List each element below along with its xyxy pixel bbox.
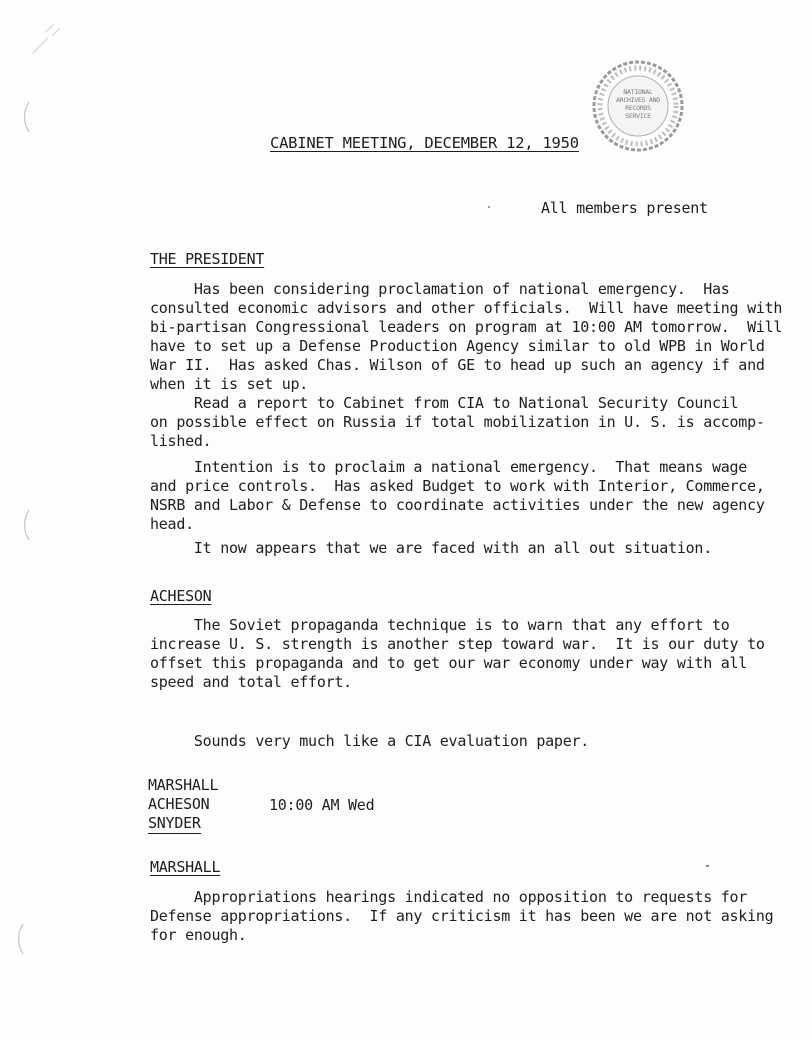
text-line: consulted economic advisors and other officials. Will have meeting with (150, 299, 783, 317)
text-line: offset this propaganda and to get our war economy under way with all (150, 654, 748, 672)
text-line: on possible effect on Russia if total mobilization in U. S. is accomp- (150, 413, 765, 431)
text-line: War II. Has asked Chas. Wilson of GE to head up such an agency if and (150, 356, 765, 374)
punch-hole-mark (18, 508, 32, 542)
paper-speck (488, 206, 490, 208)
text-line: head. (150, 515, 194, 533)
president-paragraph-3 (150, 458, 765, 534)
text-line: have to set up a Defense Production Agency similar to old WPB in World (150, 337, 765, 355)
meeting-names-list (148, 776, 218, 833)
meeting-name: ACHESON (148, 795, 210, 813)
text-line: Has been considering proclamation of national emergency. Has (150, 280, 730, 298)
meeting-name: SNYDER (148, 814, 201, 832)
meeting-name: MARSHALL (148, 776, 219, 794)
text-line: Defense appropriations. If any criticism it has been we are not asking (150, 907, 774, 925)
president-paragraph-4 (150, 539, 712, 558)
marshall-paragraph (150, 888, 773, 945)
text-line: and price controls. Has asked Budget to work with Interior, Commerce, (150, 477, 765, 495)
text-line: lished. (150, 432, 212, 450)
president-paragraph-2 (150, 394, 765, 451)
section-heading-marshall: MARSHALL (150, 858, 221, 876)
punch-hole-mark (18, 100, 32, 134)
text-line: speed and total effort. (150, 673, 352, 691)
archive-stamp-text: NATIONAL ARCHIVES AND RECORDS SERVICE (616, 88, 660, 120)
text-line: Read a report to Cabinet from CIA to National Security Council (150, 394, 739, 412)
punch-hole-mark (12, 922, 26, 956)
acheson-paragraph-1 (150, 616, 765, 692)
acheson-paragraph-2 (150, 732, 589, 751)
text-line: when it is set up. (150, 375, 309, 393)
text-line: for enough. (150, 926, 247, 944)
president-paragraph-1 (150, 280, 782, 394)
text-line: Sounds very much like a CIA evaluation paper. (150, 732, 590, 750)
meeting-time: 10:00 AM Wed (269, 796, 375, 814)
text-line: It now appears that we are faced with an all out situation. (150, 539, 712, 557)
attendance-note: All members present (541, 199, 708, 217)
paper-speck (706, 865, 709, 867)
section-heading-acheson: ACHESON (150, 587, 212, 605)
text-line: Appropriations hearings indicated no opposition to requests for (150, 888, 748, 906)
text-line: NSRB and Labor & Defense to coordinate activities under the new agency (150, 496, 765, 514)
text-line: bi-partisan Congressional leaders on program at 10:00 AM tomorrow. Will (150, 318, 783, 336)
text-line: increase U. S. strength is another step toward war. It is our duty to (150, 635, 765, 653)
section-heading-president: THE PRESIDENT (150, 250, 265, 268)
paper-smudge (28, 18, 68, 62)
page-title: CABINET MEETING, DECEMBER 12, 1950 (270, 134, 579, 152)
archive-stamp (590, 58, 686, 154)
text-line: Intention is to proclaim a national emergency. That means wage (150, 458, 748, 476)
text-line: The Soviet propaganda technique is to warn that any effort to (150, 616, 730, 634)
